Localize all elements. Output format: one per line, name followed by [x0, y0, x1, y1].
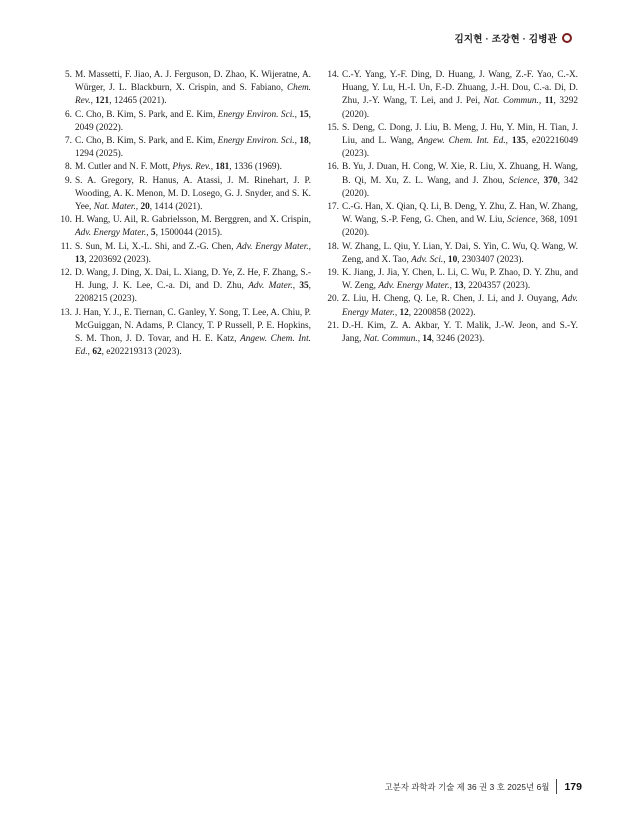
reference-text: D. Wang, J. Ding, X. Dai, L. Xiang, D. Ye, Z. He, F. Zhang, S.-H. Jung, J. K. Lee, C.-a. Di, and D. Zhu, Adv. Mater., 35, 2208215 (2023).: [75, 268, 311, 305]
page-header: [455, 31, 572, 45]
reference-number: 12.: [60, 268, 72, 279]
reference-number: 7.: [65, 136, 72, 147]
reference-number: 15.: [327, 122, 339, 133]
reference-item: [57, 109, 311, 135]
reference-text: D.-H. Kim, Z. A. Akbar, Y. T. Malik, J.-W. Jeon, and S.-Y. Jang, Nat. Commun., 14, 3246 (2023).: [342, 320, 578, 345]
journal-info: 고분자 과학과 기술 제 36 권 3 호 2025년 6월: [384, 781, 550, 792]
reference-number: 14.: [327, 70, 339, 80]
reference-text: K. Jiang, J. Jia, Y. Chen, L. Li, C. Wu, P. Zhao, D. Y. Zhu, and W. Zeng, Adv. Energy Mater., 13, 2204357 (2023).: [342, 268, 578, 292]
reference-item: [57, 307, 311, 360]
reference-text: B. Yu, J. Duan, H. Cong, W. Xie, R. Liu, X. Zhuang, H. Wang, B. Qi, M. Xu, Z. L. Wang, and J. Zhou, Science, 370, 342 (2020).: [342, 162, 578, 199]
reference-number: 5.: [65, 70, 72, 80]
reference-text: C. Cho, B. Kim, S. Park, and E. Kim, Energy Environ. Sci., 15, 2049 (2022).: [75, 109, 311, 133]
reference-number: 8.: [65, 162, 72, 173]
reference-number: 20.: [327, 294, 339, 305]
reference-text: S. A. Gregory, R. Hanus, A. Atassi, J. M. Rinehart, J. P. Wooding, A. K. Menon, M. D. Losego, G. J. Snyder, and S. K. Yee, Nat. Mater., 20, 1414 (2021).: [75, 175, 311, 213]
reference-text: W. Zhang, L. Qiu, Y. Lian, Y. Dai, S. Yin, C. Wu, Q. Wang, W. Zeng, and X. Tao, Adv. Sci., 10, 2303407 (2023).: [342, 241, 578, 265]
reference-number: 11.: [60, 241, 72, 252]
references-section: [57, 69, 578, 359]
reference-text: S. Deng, C. Dong, J. Liu, B. Meng, J. Hu, Y. Min, H. Tian, J. Liu, and L. Wang, Angew. Chem. Int. Ed., 135, e202216049 (2023).: [342, 122, 578, 160]
reference-number: 13.: [60, 307, 72, 318]
reference-number: 21.: [327, 320, 339, 331]
reference-text: S. Sun, M. Li, X.-L. Shi, and Z.-G. Chen, Adv. Energy Mater., 13, 2203692 (2023).: [75, 241, 311, 265]
reference-text: H. Wang, U. Ail, R. Gabrielsson, M. Berggren, and X. Crispin, Adv. Energy Mater., 5, 1500044 (2015).: [75, 215, 311, 239]
reference-item: [324, 320, 578, 346]
reference-item: [57, 135, 311, 161]
references-column-left: [57, 69, 311, 359]
reference-text: Z. Liu, H. Cheng, Q. Le, R. Chen, J. Li, and J. Ouyang, Adv. Energy Mater., 12, 2200858 (2022).: [342, 294, 578, 318]
page-footer: [385, 779, 582, 794]
reference-text: M. Massetti, F. Jiao, A. J. Ferguson, D. Zhao, K. Wijeratne, A. Würger, J. L. Blackburn, X. Crispin, and S. Fabiano, Chem. Rev., 121, 12465 (2021).: [75, 70, 311, 107]
footer-divider: [556, 779, 557, 794]
reference-number: 17.: [327, 202, 339, 213]
reference-number: 18.: [327, 241, 339, 252]
reference-item: [324, 267, 578, 293]
reference-item: [324, 201, 578, 241]
references-column-right: [324, 69, 578, 359]
reference-text: J. Han, Y. J., E. Tiernan, C. Ganley, Y. Song, T. Lee, A. Chiu, P. McGuiggan, N. Adams, P. Clancy, T. P Russell, P. E. Hopkins, S. M. Thon, J. D. Tovar, and H. E. Katz, Angew. Chem. Int. Ed., 62, e202219313 (2023).: [75, 307, 311, 358]
reference-number: 19.: [327, 268, 339, 279]
reference-item: [324, 241, 578, 267]
corresponding-author-icon: [562, 33, 572, 43]
reference-item: [57, 214, 311, 240]
reference-text: C. Cho, B. Kim, S. Park, and E. Kim, Energy Environ. Sci., 18, 1294 (2025).: [75, 136, 311, 160]
reference-item: [324, 122, 578, 162]
reference-item: [57, 241, 311, 267]
reference-item: [57, 175, 311, 215]
reference-text: C.-Y. Yang, Y.-F. Ding, D. Huang, J. Wang, Z.-F. Yao, C.-X. Huang, Y. Lu, H.-I. Un, F.-D. Zhuang, J.-H. Dou, C.-a. Di, D. Zhu, J.-Y. Wang, T. Lei, and J. Pei, Nat. Commun., 11, 3292 (2020).: [342, 70, 579, 120]
reference-text: C.-G. Han, X. Qian, Q. Li, B. Deng, Y. Zhu, Z. Han, W. Zhang, W. Wang, S.-P. Feng, G. Chen, and W. Liu, Science, 368, 1091 (2020).: [342, 202, 578, 239]
reference-item: [324, 293, 578, 319]
author-names: 김지현 · 조강현 · 김병관: [454, 34, 557, 45]
page-number: 179: [564, 780, 582, 793]
reference-item: [57, 161, 311, 174]
reference-item: [324, 161, 578, 201]
reference-item: [57, 69, 311, 109]
reference-item: [57, 267, 311, 307]
reference-number: 16.: [327, 162, 339, 173]
reference-text: M. Cutler and N. F. Mott, Phys. Rev., 181, 1336 (1969).: [75, 162, 282, 173]
reference-item: [324, 69, 578, 122]
reference-number: 9.: [65, 175, 72, 186]
reference-number: 6.: [65, 109, 72, 120]
reference-number: 10.: [60, 215, 72, 226]
